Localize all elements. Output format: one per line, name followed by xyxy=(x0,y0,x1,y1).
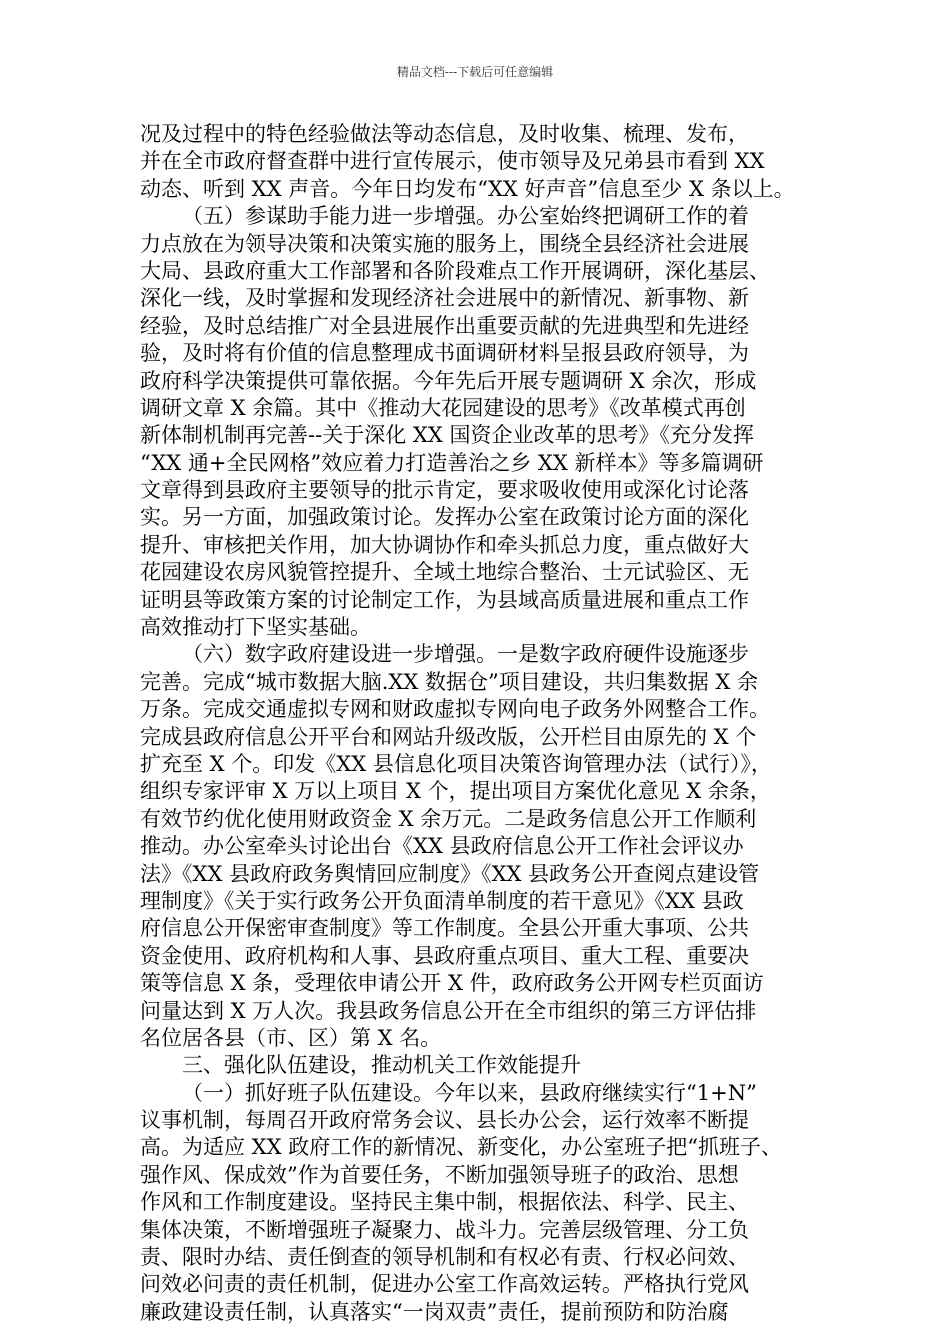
text-line: 况及过程中的特色经验做法等动态信息，及时收集、梳理、发布， xyxy=(140,122,749,146)
text-line: 廉政建设责任制，认真落实“一岗双责”责任，提前预防和防治腐 xyxy=(140,1299,729,1324)
text-line: 大局、县政府重大工作部署和各阶段难点工作开展调研，深化基层、 xyxy=(140,258,770,283)
text-line: （一）抓好班子队伍建设。今年以来，县政府继续实行“1+N” xyxy=(182,1080,757,1105)
text-line: 责、限时办结、责任倒查的领导机制和有权必有责、行权必问效、 xyxy=(140,1245,749,1270)
text-line: 资金使用、政府机构和人事、县政府重点项目、重大工程、重要决 xyxy=(140,943,749,968)
page-header: 精品文档---下载后可任意编辑 xyxy=(396,65,554,79)
text-line: “XX 通+全民网格”效应着力打造善治之乡 XX 新样本》等多篇调研 xyxy=(140,450,764,475)
text-line: 府信息公开保密审查制度》等工作制度。全县公开重大事项、公共 xyxy=(140,916,749,941)
text-line: 政府科学决策提供可靠依据。今年先后开展专题调研 X 余次，形成 xyxy=(140,368,757,393)
text-line: 并在全市政府督查群中进行宣传展示，使市领导及兄弟县市看到 XX xyxy=(140,149,765,174)
text-line: 理制度》《关于实行政务公开负面清单制度的若干意见》《XX 县政 xyxy=(140,888,744,913)
text-line: 策等信息 X 条，受理依申请公开 X 件，政府政务公开网专栏页面访 xyxy=(140,971,764,996)
text-line: （五）参谋助手能力进一步增强。办公室始终把调研工作的着 xyxy=(182,204,749,229)
text-line: 调研文章 X 余篇。其中《推动大花园建设的思考》《改革模式再创 xyxy=(140,395,746,420)
text-line: 深化一线，及时掌握和发现经济社会进展中的新情况、新事物、新 xyxy=(140,286,749,311)
text-line: 花园建设农房风貌管控提升、全域土地综合整治、士元试验区、无 xyxy=(140,560,749,585)
text-line: 法》《XX 县政府政务舆情回应制度》《XX 县政务公开查阅点建设管 xyxy=(140,861,760,886)
text-line: 有效节约优化使用财政资金 X 余万元。二是政务信息公开工作顺利 xyxy=(140,806,757,831)
text-line: 证明县等政策方案的讨论制定工作，为县域高质量进展和重点工作 xyxy=(140,587,749,612)
text-line: 力点放在为领导决策和决策实施的服务上，围绕全县经济社会进展 xyxy=(140,231,749,256)
text-line: 组织专家评审 X 万以上项目 X 个，提出项目方案优化意见 X 余条， xyxy=(140,779,771,804)
text-line: 高效推动打下坚实基础。 xyxy=(140,615,371,640)
text-line: 动态、听到 XX 声音。今年日均发布“XX 好声音”信息至少 X 条以上。 xyxy=(140,176,795,201)
text-line: 新体制机制再完善--关于深化 XX 国资企业改革的思考》《充分发挥 xyxy=(140,423,754,448)
text-line: 实。另一方面，加强政策讨论。发挥办公室在政策讨论方面的深化 xyxy=(140,505,749,530)
text-line: 提升、审核把关作用，加大协调协作和牵头抓总力度，重点做好大 xyxy=(140,532,749,557)
text-line: 完成县政府信息公开平台和网站升级改版，公开栏目由原先的 X 个 xyxy=(140,724,757,749)
text-line: 三、强化队伍建设，推动机关工作效能提升 xyxy=(182,1053,581,1078)
text-line: 完善。完成“城市数据大脑.XX 数据仓”项目建设，共归集数据 X 余 xyxy=(140,669,759,694)
text-line: 文章得到县政府主要领导的批示肯定，要求吸收使用或深化讨论落 xyxy=(140,478,749,503)
text-line: 议事机制，每周召开政府常务会议、县长办公会，运行效率不断提 xyxy=(140,1108,749,1133)
text-line: 集体决策，不断增强班子凝聚力、战斗力。完善层级管理、分工负 xyxy=(140,1217,749,1242)
text-line: 推动。办公室牵头讨论出台《XX 县政府信息公开工作社会评议办 xyxy=(140,834,744,859)
text-line: 名位居各县（市、区）第 X 名。 xyxy=(140,1025,442,1050)
text-line: 作风和工作制度建设。坚持民主集中制，根据依法、科学、民主、 xyxy=(140,1190,749,1215)
text-line: 强作风、保成效”作为首要任务，不断加强领导班子的政治、思想 xyxy=(140,1162,739,1187)
text-line: （六）数字政府建设进一步增强。一是数字政府硬件设施逐步 xyxy=(182,642,749,667)
text-line: 验，及时将有价值的信息整理成书面调研材料呈报县政府领导，为 xyxy=(140,341,749,366)
text-line: 高。为适应 XX 政府工作的新情况、新变化，办公室班子把“抓班子、 xyxy=(140,1135,782,1160)
text-line: 经验，及时总结推广对全县进展作出重要贡献的先进典型和先进经 xyxy=(140,313,749,338)
text-line: 问效必问责的责任机制，促进办公室工作高效运转。严格执行党风 xyxy=(140,1272,749,1297)
text-line: 扩充至 X 个。印发《XX 县信息化项目决策咨询管理办法（试行）》， xyxy=(140,751,772,776)
document-body xyxy=(140,121,812,1326)
text-line: 问量达到 X 万人次。我县政务信息公开在全市组织的第三方评估排 xyxy=(140,998,757,1023)
text-line: 万条。完成交通虚拟专网和财政虚拟专网向电子政务外网整合工作。 xyxy=(140,697,770,722)
